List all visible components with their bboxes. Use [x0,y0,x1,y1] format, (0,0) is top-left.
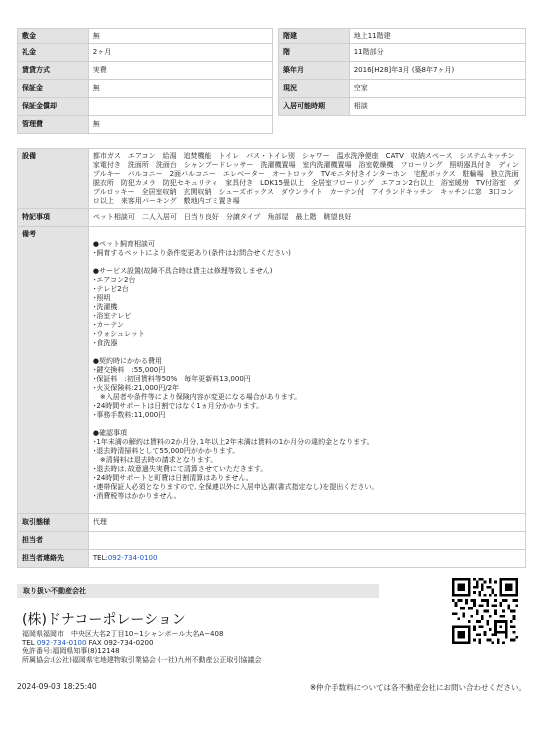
left-terms-table [17,28,273,134]
key-money-label: 礼金 [18,44,89,62]
contact-label: 担当者連絡先 [18,550,89,568]
move-in-value: 相談 [349,98,525,116]
company-info [22,630,262,664]
qr-code-icon [452,578,518,644]
company-section-header: 取り扱い不動産会社 [17,584,379,598]
company-address: 福岡県福岡市 中央区大名2丁目10−1シャンボール大名A−408 [22,630,224,638]
transaction-value: 代理 [88,514,525,532]
floors-label: 階建 [279,29,350,44]
remarks-value: ●ペット飼育相談可 ･飼育するペットにより条件変更あり(条件はお問合せください) ●サービス設置(故障不具合時は貸主は修理等致しません) ･エアコン2台 ･テレビ2台 ･照明 ･洗濯機 ･浴室テレビ ･カーテン ･ウォシュレット ･食洗器 ●契約時にかかる費用 ･鍵交換料 :55,000円 ･保証料 :初回賃料等50% 毎年更新料13,000円 ･火災保険料:21,000円/2年 ※入居者や条件等により保険内容が変更になる場合があります。 ･24時間サポートは日割ではなく1ヵ月分かかります。 ･事務手数料:11,000円 ●確認事項 ･1年未満の解約は賃料の2か月分､1年以上2年未満は賃料の1か月分の違約金となります。 ･退去時清掃料として55,000円がかかります。 ※清掃料は退去時の請求となります。 ･退去時は､故意過失実費にて清算させていただきます。 ･24時間サポートと町費は日割清算はありません。 ･連帯保証人必須となりますので､全保連以外に入居申込書(書式指定なし)を提出ください。 ･消費税等はかかりません。 [88,227,525,514]
key-money-value: 2ヶ月 [88,44,272,62]
company-fax-label: FAX [88,638,102,647]
facilities-value: 都市ガス エアコン 給湯 追焚機能 トイレ バス・トイレ別 シャワー 温水洗浄便座 CATV 収納スペース システムキッチン 家電付き 洗面所 洗面台 シャンプードレッサー 洗濯機置場 室内洗濯機置場 浴室乾燥機 フローリング 照明器具付き ディンプルキー バルコニー 2面バルコニー エレベーター オートロック TVモニタ付きインターホン 宅配ボックス 駐輪場 独立洗面脱衣所 防犯カメラ 防犯セキュリティ 家具付き LDK15畳以上 全居室フローリング エアコン2台以上 浴室暖房 TV付浴室 ダブルロッキー 全居室収納 玄関収納 シューズボックス ダウンライト カーテン付 アイランドキッチン キッチンに窓 3口コンロ以上 来客用パーキング 敷地内ゴミ置き場 [88,149,525,209]
features-label: 特記事項 [18,209,89,227]
floors-value: 地上11階建 [349,29,525,44]
floor-value: 11階部分 [349,44,525,62]
company-phone-line [22,639,262,648]
company-tel-link[interactable]: 092-734-0100 [36,638,87,647]
contact-prefix: TEL: [92,554,108,562]
guarantee-label: 保証金 [18,80,89,98]
commission-note: ※仲介手数料については各不動産会社にお問い合わせください。 [309,683,526,692]
company-fax: 092-734-0200 [103,638,154,647]
company-association: 所属協会:(公社)福岡県宅地建物取引業協会 (一社)九州不動産公正取引協議会 [22,655,262,664]
features-value: ペット相談可 二人入居可 日当り良好 分譲タイプ 角部屋 最上階 眺望良好 [88,209,525,227]
guarantee-amortization-value [88,98,272,116]
person-value [88,532,525,550]
deposit-value: 無 [88,29,272,44]
contact-tel-link[interactable]: 092-734-0100 [107,554,158,562]
company-license: 免許番号:福岡県知事(8)12148 [22,647,120,656]
deposit-label: 敷金 [18,29,89,44]
company-tel-label: TEL [22,638,35,647]
move-in-label: 入居可能時期 [279,98,350,116]
status-value: 空家 [349,80,525,98]
facilities-label: 設備 [18,149,89,209]
rental-method-value: 実費 [88,62,272,80]
person-label: 担当者 [18,532,89,550]
contact-value [88,550,525,568]
transaction-label: 取引態様 [18,514,89,532]
management-fee-label: 管理費 [18,116,89,134]
details-table [17,148,526,568]
built-date-label: 築年月 [279,62,350,80]
rental-method-label: 賃貸方式 [18,62,89,80]
built-date-value: 2016[H28]年3月 (築8年7ヶ月) [349,62,525,80]
remarks-label: 備考 [18,227,89,514]
guarantee-value: 無 [88,80,272,98]
print-datetime: 2024-09-03 18:25:40 [17,682,97,691]
company-name: (株)ドナコーポレーション [22,612,186,628]
floor-label: 階 [279,44,350,62]
status-label: 現況 [279,80,350,98]
management-fee-value: 無 [88,116,272,134]
guarantee-amortization-label: 保証金償却 [18,98,89,116]
right-building-table [278,28,526,116]
